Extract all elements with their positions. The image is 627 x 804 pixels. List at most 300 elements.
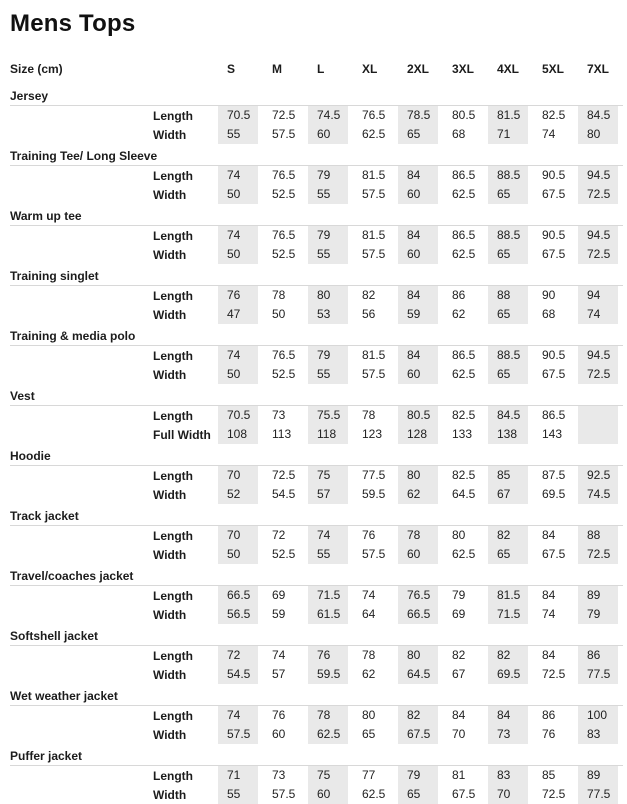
size-value: 88.5 [497, 168, 521, 182]
size-value-cell [398, 286, 443, 305]
size-value: 80 [317, 288, 331, 302]
size-value: 84 [542, 528, 556, 542]
size-value: 57.5 [227, 727, 251, 741]
size-value-cell [488, 185, 533, 204]
row-label: Width [153, 247, 187, 262]
size-value: 57.5 [272, 787, 296, 801]
size-value-cell [533, 665, 578, 684]
size-value: 52.5 [272, 367, 296, 381]
size-value-cell [218, 245, 263, 264]
size-value: 74 [542, 607, 556, 621]
measurement-row [10, 125, 623, 144]
size-value-cell [533, 125, 578, 144]
size-value: 75 [317, 768, 331, 782]
measurement-row [10, 166, 623, 185]
size-value-cell [263, 646, 308, 665]
size-value: 78.5 [407, 108, 431, 122]
size-value-cell [263, 166, 308, 185]
size-value: 50 [227, 367, 241, 381]
size-value-cell [218, 406, 263, 425]
size-value: 78 [362, 408, 376, 422]
size-value-cell [488, 365, 533, 384]
size-value: 80.5 [452, 108, 476, 122]
size-value: 85 [542, 768, 556, 782]
size-value: 72.5 [542, 667, 566, 681]
size-value-cell [218, 526, 263, 545]
size-value-cell [263, 125, 308, 144]
row-label: Length [153, 528, 193, 543]
size-value: 84 [452, 708, 466, 722]
size-value-cell [578, 346, 623, 365]
size-value: 62.5 [452, 367, 476, 381]
size-value: 82 [452, 648, 466, 662]
size-value: 68 [452, 127, 466, 141]
size-value: 71 [497, 127, 511, 141]
size-value: 81.5 [497, 108, 521, 122]
size-value: 86 [452, 288, 466, 302]
size-value: 118 [317, 427, 337, 441]
size-value-cell [218, 586, 263, 605]
size-value-cell [308, 646, 353, 665]
size-value: 57.5 [362, 547, 386, 561]
size-value: 90 [542, 288, 556, 302]
measurement-row [10, 785, 623, 804]
size-value-cell [218, 346, 263, 365]
size-value-cell [353, 106, 398, 125]
size-value: 69 [272, 588, 286, 602]
size-value-cell [578, 665, 623, 684]
size-value: 72.5 [272, 108, 296, 122]
size-value-cell [578, 406, 623, 425]
size-col-header-5xl: 5XL [542, 62, 565, 76]
size-value-cell [578, 526, 623, 545]
size-value: 77.5 [362, 468, 386, 482]
size-value-cell [218, 425, 263, 444]
size-value-cell [308, 406, 353, 425]
size-value-cell [488, 725, 533, 744]
size-value-cell [443, 766, 488, 785]
shaded-column-band [578, 425, 618, 444]
size-value-cell [578, 185, 623, 204]
size-value: 62.5 [362, 127, 386, 141]
size-value-cell [488, 586, 533, 605]
size-value: 60 [317, 127, 331, 141]
size-value-cell [218, 185, 263, 204]
size-value: 82 [497, 648, 511, 662]
size-value: 82.5 [452, 468, 476, 482]
size-value-cell [488, 125, 533, 144]
size-value: 84 [542, 648, 556, 662]
size-value: 65 [497, 547, 511, 561]
row-label: Length [153, 348, 193, 363]
size-value: 86.5 [542, 408, 566, 422]
size-value-cell [578, 785, 623, 804]
size-value: 86.5 [452, 348, 476, 362]
size-col-header-3xl: 3XL [452, 62, 475, 76]
size-value: 76 [317, 648, 331, 662]
size-value: 74 [227, 228, 241, 242]
size-value-cell [263, 665, 308, 684]
size-value: 68 [542, 307, 556, 321]
size-value-cell [218, 605, 263, 624]
size-value-cell [443, 706, 488, 725]
size-value: 71.5 [497, 607, 521, 621]
size-value: 74 [227, 168, 241, 182]
size-value: 62.5 [452, 547, 476, 561]
size-value-cell [218, 725, 263, 744]
size-value: 60 [407, 247, 421, 261]
size-value-cell [263, 605, 308, 624]
size-value: 74 [227, 348, 241, 362]
size-value: 77.5 [587, 787, 611, 801]
size-value: 55 [317, 367, 331, 381]
size-value: 81.5 [362, 228, 386, 242]
size-value-cell [398, 185, 443, 204]
size-value-cell [263, 406, 308, 425]
section [10, 504, 623, 564]
size-value-cell [443, 545, 488, 564]
size-value: 69.5 [497, 667, 521, 681]
measurement-row [10, 185, 623, 204]
size-value: 74 [317, 528, 331, 542]
size-value-cell [398, 106, 443, 125]
size-value: 70 [227, 468, 241, 482]
size-value: 66.5 [227, 588, 251, 602]
size-value-cell [398, 365, 443, 384]
size-value: 94.5 [587, 228, 611, 242]
size-value-cell [578, 485, 623, 504]
size-value-cell [218, 485, 263, 504]
size-value: 70.5 [227, 108, 251, 122]
section-title: Wet weather jacket [10, 684, 623, 706]
size-value-cell [533, 245, 578, 264]
row-label: Width [153, 787, 187, 802]
size-value: 55 [227, 127, 241, 141]
size-value: 70 [452, 727, 466, 741]
size-value-cell [353, 425, 398, 444]
size-value: 74.5 [587, 487, 611, 501]
row-label: Full Width [153, 427, 211, 442]
size-value-cell [263, 766, 308, 785]
size-value: 67.5 [407, 727, 431, 741]
size-chart-sections [10, 84, 623, 804]
size-value-cell [443, 406, 488, 425]
measurement-row [10, 665, 623, 684]
size-value-cell [488, 226, 533, 245]
size-value-cell [533, 646, 578, 665]
section [10, 624, 623, 684]
size-value-cell [308, 725, 353, 744]
size-value-cell [308, 286, 353, 305]
size-value: 50 [227, 187, 241, 201]
size-value-cell [443, 725, 488, 744]
size-value-cell [533, 766, 578, 785]
size-value-cell [488, 545, 533, 564]
size-value: 72.5 [542, 787, 566, 801]
section [10, 744, 623, 804]
size-value-cell [218, 125, 263, 144]
size-value-cell [353, 545, 398, 564]
size-value-cell [488, 706, 533, 725]
size-value-cell [263, 365, 308, 384]
size-value: 52.5 [272, 187, 296, 201]
size-value: 65 [362, 727, 376, 741]
section [10, 684, 623, 744]
size-value: 69 [452, 607, 466, 621]
size-value: 65 [407, 787, 421, 801]
size-value-cell [218, 106, 263, 125]
section-title: Travel/coaches jacket [10, 564, 623, 586]
row-label: Width [153, 607, 187, 622]
size-value: 78 [317, 708, 331, 722]
size-value: 81.5 [362, 348, 386, 362]
size-value-cell [263, 545, 308, 564]
section-title: Hoodie [10, 444, 623, 466]
size-value-cell [488, 286, 533, 305]
size-value-cell [443, 185, 488, 204]
measurement-row [10, 605, 623, 624]
size-value-cell [533, 526, 578, 545]
size-value: 67.5 [542, 547, 566, 561]
size-value-cell [308, 305, 353, 324]
size-value-cell [578, 466, 623, 485]
size-value: 74 [362, 588, 376, 602]
size-value: 64 [362, 607, 376, 621]
size-col-header-xl: XL [362, 62, 378, 76]
size-value: 60 [272, 727, 286, 741]
size-value: 80.5 [407, 408, 431, 422]
size-value: 77 [362, 768, 376, 782]
row-label: Width [153, 547, 187, 562]
size-value: 62.5 [452, 187, 476, 201]
measurement-row [10, 545, 623, 564]
size-value: 83 [587, 727, 601, 741]
size-value: 71.5 [317, 588, 341, 602]
size-value: 59 [272, 607, 286, 621]
size-value-cell [263, 286, 308, 305]
size-value-cell [308, 185, 353, 204]
size-value-cell [578, 305, 623, 324]
size-value: 72.5 [272, 468, 296, 482]
size-value: 86 [587, 648, 601, 662]
measurement-row [10, 425, 623, 444]
size-value: 59.5 [317, 667, 341, 681]
size-value: 74 [227, 708, 241, 722]
size-value: 86 [542, 708, 556, 722]
size-value-cell [263, 425, 308, 444]
section-title: Puffer jacket [10, 744, 623, 766]
measurement-row [10, 586, 623, 605]
size-value-cell [398, 425, 443, 444]
size-value-cell [353, 586, 398, 605]
size-value: 86.5 [452, 168, 476, 182]
size-value-cell [353, 766, 398, 785]
size-value-cell [488, 305, 533, 324]
measurement-row [10, 466, 623, 485]
size-value: 59.5 [362, 487, 386, 501]
section-title: Training & media polo [10, 324, 623, 346]
size-value: 78 [362, 648, 376, 662]
size-value-cell [353, 245, 398, 264]
size-value-cell [308, 526, 353, 545]
size-value: 88 [497, 288, 511, 302]
section [10, 564, 623, 624]
size-value-cell [443, 226, 488, 245]
size-value-cell [308, 586, 353, 605]
size-value-cell [353, 125, 398, 144]
size-value: 76 [227, 288, 241, 302]
size-value-cell [308, 425, 353, 444]
size-value: 89 [587, 588, 601, 602]
size-value: 72.5 [587, 187, 611, 201]
size-value-cell [218, 365, 263, 384]
size-value-cell [443, 365, 488, 384]
size-value-cell [263, 245, 308, 264]
size-value-cell [308, 785, 353, 804]
measurement-row [10, 346, 623, 365]
size-value: 60 [407, 547, 421, 561]
size-value: 88.5 [497, 348, 521, 362]
size-value-cell [533, 305, 578, 324]
size-value: 84 [497, 708, 511, 722]
size-value: 80 [407, 468, 421, 482]
size-value-cell [353, 526, 398, 545]
size-value-cell [398, 346, 443, 365]
size-value: 57 [272, 667, 286, 681]
size-value-cell [353, 286, 398, 305]
size-value-cell [308, 346, 353, 365]
size-value: 73 [272, 408, 286, 422]
size-value: 75 [317, 468, 331, 482]
row-label: Width [153, 307, 187, 322]
size-value: 65 [497, 307, 511, 321]
size-value-cell [263, 305, 308, 324]
size-value-cell [398, 586, 443, 605]
section-title: Training singlet [10, 264, 623, 286]
size-value-cell [488, 166, 533, 185]
size-value-cell [398, 646, 443, 665]
size-value-cell [578, 646, 623, 665]
size-value-cell [443, 526, 488, 545]
row-label: Width [153, 487, 187, 502]
size-value: 80 [362, 708, 376, 722]
size-value: 72 [272, 528, 286, 542]
measurement-row [10, 365, 623, 384]
size-value: 72 [227, 648, 241, 662]
size-value-cell [218, 466, 263, 485]
size-value: 79 [407, 768, 421, 782]
size-value: 75.5 [317, 408, 341, 422]
size-value-cell [533, 605, 578, 624]
size-value-cell [353, 485, 398, 504]
size-value: 70 [227, 528, 241, 542]
size-value: 72.5 [587, 547, 611, 561]
size-value: 85 [497, 468, 511, 482]
size-value-cell [398, 125, 443, 144]
size-value-cell [263, 706, 308, 725]
size-value: 80 [407, 648, 421, 662]
row-label: Width [153, 367, 187, 382]
measurement-row [10, 766, 623, 785]
size-value: 77.5 [587, 667, 611, 681]
size-value: 47 [227, 307, 241, 321]
measurement-row [10, 286, 623, 305]
size-value: 78 [407, 528, 421, 542]
size-value-cell [488, 346, 533, 365]
measurement-row [10, 646, 623, 665]
size-value: 73 [272, 768, 286, 782]
size-value: 79 [317, 228, 331, 242]
size-value-cell [218, 785, 263, 804]
size-value-cell [578, 125, 623, 144]
row-label: Length [153, 768, 193, 783]
size-value-cell [398, 706, 443, 725]
size-value-cell [353, 466, 398, 485]
size-value: 64.5 [407, 667, 431, 681]
size-value: 76.5 [272, 228, 296, 242]
row-label: Length [153, 168, 193, 183]
section [10, 324, 623, 384]
size-value-cell [533, 185, 578, 204]
size-value-cell [263, 526, 308, 545]
size-value: 67 [497, 487, 511, 501]
size-value: 60 [317, 787, 331, 801]
measurement-row [10, 226, 623, 245]
size-value-cell [533, 586, 578, 605]
size-value-cell [533, 286, 578, 305]
size-value: 62 [362, 667, 376, 681]
size-value-cell [308, 545, 353, 564]
size-value-cell [353, 646, 398, 665]
size-value: 79 [317, 348, 331, 362]
size-value-cell [533, 785, 578, 804]
size-value-cell [443, 785, 488, 804]
size-value-cell [488, 605, 533, 624]
size-value: 54.5 [272, 487, 296, 501]
measurement-row [10, 245, 623, 264]
size-value: 82.5 [542, 108, 566, 122]
measurement-row [10, 526, 623, 545]
size-value-cell [398, 485, 443, 504]
size-value-cell [443, 605, 488, 624]
row-label: Length [153, 408, 193, 423]
size-value-cell [443, 665, 488, 684]
size-value-cell [443, 166, 488, 185]
size-header-row [10, 58, 623, 80]
size-value-cell [353, 346, 398, 365]
size-value-cell [488, 406, 533, 425]
size-value: 82 [362, 288, 376, 302]
size-value-cell [308, 125, 353, 144]
size-value: 52 [227, 487, 241, 501]
size-value: 79 [587, 607, 601, 621]
size-value: 84 [407, 348, 421, 362]
size-value-cell [578, 425, 623, 444]
size-value: 65 [497, 367, 511, 381]
size-value: 50 [227, 247, 241, 261]
size-value-cell [218, 166, 263, 185]
size-value: 78 [272, 288, 286, 302]
size-value: 55 [227, 787, 241, 801]
size-value: 62 [407, 487, 421, 501]
size-value: 67 [452, 667, 466, 681]
size-value-cell [353, 725, 398, 744]
size-value-cell [398, 406, 443, 425]
size-value-cell [308, 365, 353, 384]
size-value: 133 [452, 427, 473, 441]
section-title: Track jacket [10, 504, 623, 526]
size-col-header-s: S [227, 62, 236, 76]
